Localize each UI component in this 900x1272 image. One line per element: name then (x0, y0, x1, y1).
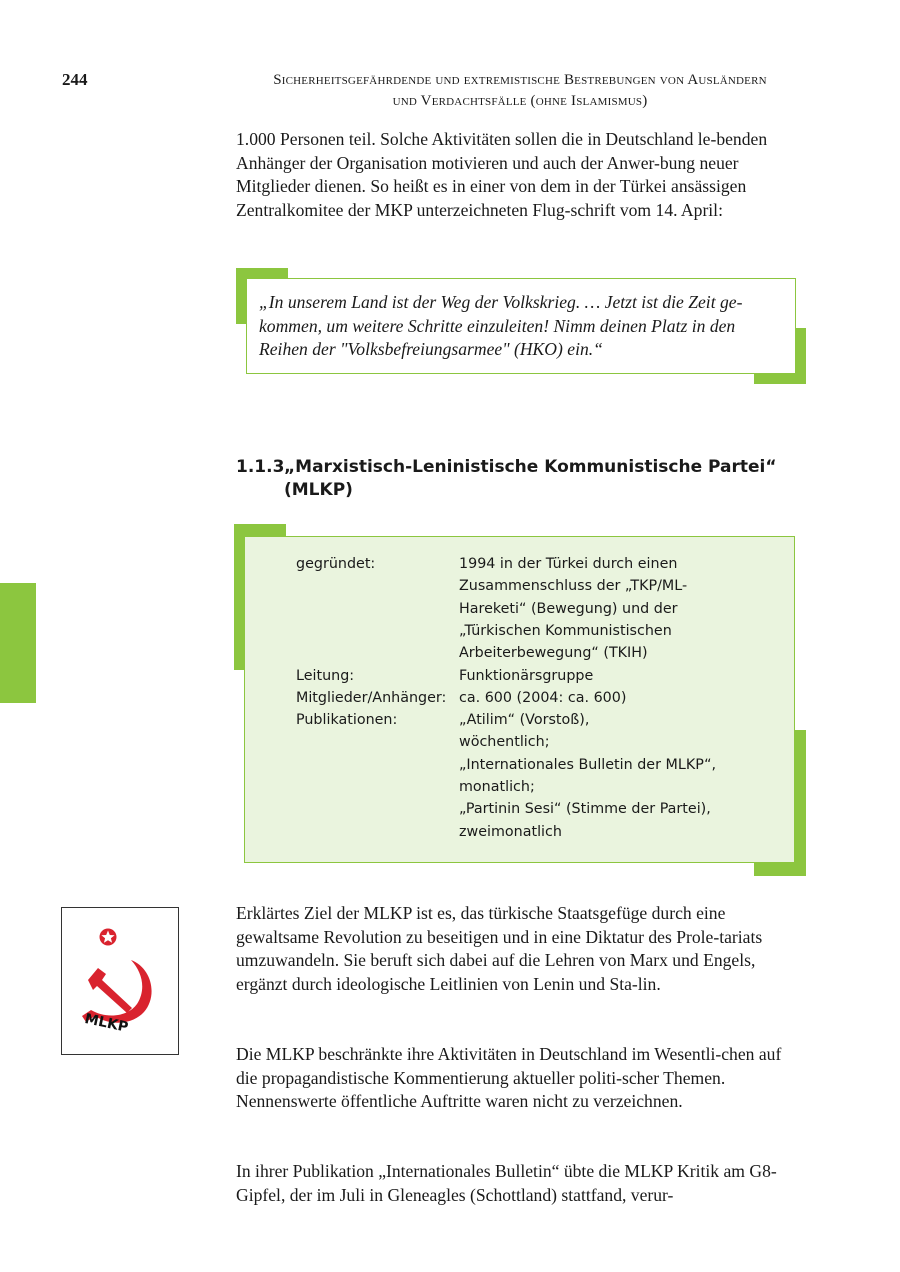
info-label: gegründet: (296, 556, 376, 572)
quote-box (246, 278, 796, 374)
logo-lettering: MLKP (83, 1010, 130, 1036)
info-label: Publikationen: (296, 712, 398, 729)
info-value-line: „Türkischen Kommunistischen (459, 622, 672, 639)
page-number: 244 (62, 70, 88, 89)
info-value (459, 709, 759, 843)
running-head-line-1: Sicherheitsgefährdende und extremistische Bestrebungen von Ausländern (273, 72, 767, 88)
info-value-line: „Partinin Sesi“ (Stimme der Partei), (459, 801, 711, 818)
info-value-line: „Internationales Bulletin der MLKP“, (459, 756, 717, 773)
mlkp-logo (62, 908, 178, 1054)
running-head (230, 70, 810, 112)
star-circle-icon (100, 929, 117, 946)
info-value-line: ca. 600 (2004: ca. 600) (459, 689, 627, 706)
paragraph-intro: 1.000 Personen teil. Solche Aktivitäten sollen die in Deutschland le-benden Anhänger der Organisation motivieren und auch der Anwer-bung neuer Mitglieder dienen. So heißt es in einer von dem in der Türkei ansässigen Zentralkomitee der MKP unterzeichneten Flug-schrift vom 14. April: (236, 129, 768, 220)
info-value-line: Hareketi“ (Bewegung) und der (459, 600, 678, 617)
paragraph-goal: Erklärtes Ziel der MLKP ist es, das türkische Staatsgefüge durch eine gewaltsame Revolution zu beseitigen und in eine Diktatur des Prole-tariats umzuwandeln. Sie beruft sich dabei auf die Lehren von Marx und Engels, ergänzt durch ideologische Leitlinien von Lenin und Sta-lin. (236, 903, 763, 994)
info-value-line: monatlich; (459, 778, 535, 795)
section-number: 1.1.3 (236, 457, 285, 477)
info-label: Leitung: (296, 667, 355, 684)
info-box-panel (244, 536, 795, 863)
paragraph-bulletin: In ihrer Publikation „Internationales Bulletin“ übte die MLKP Kritik am G8-Gipfel, der im Juli in Gleneagles (Schottland) stattfand, verur- (236, 1161, 777, 1205)
info-value (459, 687, 759, 709)
section-title-line-2: (MLKP) (284, 480, 353, 500)
info-value-line: 1994 in der Türkei durch einen (459, 556, 678, 572)
quote-text: „In unserem Land ist der Weg der Volkskrieg. … Jetzt ist die Zeit ge-kommen, um weitere Schritte einzuleiten! Nimm deinen Platz in den Reihen der "Volksbefreiungsarmee" (HKO) ein.“ (259, 292, 743, 359)
info-value-line: Arbeiterbewegung“ (TKIH) (459, 645, 648, 662)
section-title (284, 456, 784, 502)
section-title-line-1: „Marxistisch-Leninistische Kommunistische Partei“ (284, 457, 777, 477)
info-label: Mitglieder/Anhänger: (296, 689, 447, 706)
running-head-line-2: und Verdachtsfälle (ohne Islamismus) (392, 93, 648, 109)
paragraph-activities: Die MLKP beschränkte ihre Aktivitäten in Deutschland im Wesentli-chen auf die propagandistische Kommentierung aktueller politi-scher Themen. Nennenswerte öffentliche Auftritte waren nicht zu verzeichnen. (236, 1044, 782, 1111)
organization-info-box (234, 524, 806, 876)
info-value-line: zweimonatlich (459, 823, 562, 840)
quote-callout (236, 268, 806, 384)
info-value (459, 553, 759, 664)
info-value-line: Zusammenschluss der „TKP/ML- (459, 578, 688, 595)
info-value (459, 665, 759, 687)
mlkp-logo-frame (61, 907, 179, 1055)
chapter-side-tab (0, 583, 36, 703)
info-value-line: Funktionärsgruppe (459, 667, 594, 684)
info-value-line: wöchentlich; (459, 734, 550, 751)
info-value-line: „Atilim“ (Vorstoß), (459, 712, 590, 729)
